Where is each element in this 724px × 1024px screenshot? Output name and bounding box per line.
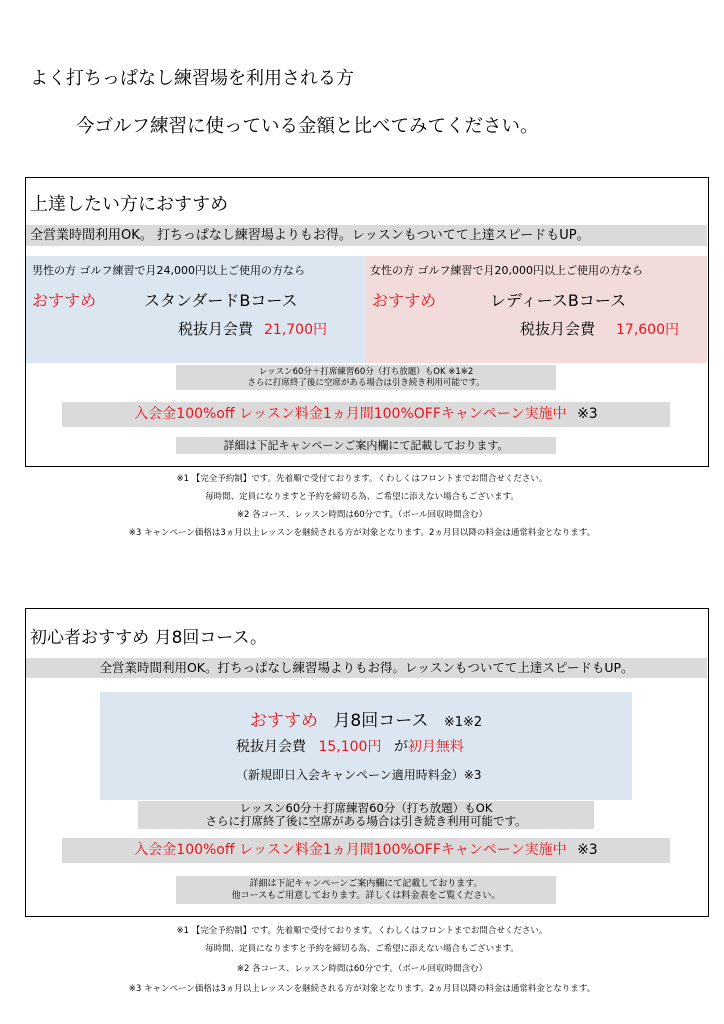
campaign-ref: ※3 [577,842,598,858]
feature-banner: 全営業時間利用OK。 打ちっぱなし練習場よりもお得。レッスンもついてて上達スピードもUP。 [26,225,707,246]
footnote-3: ※3 キャンペーン価格は3ヵ月以上レッスンを継続される方が対象となります。2ヵ月目以降の料金は通常料金となります。 [128,528,596,538]
footnote-2: ※2 各コース、レッスン時間は60分です。（ボール回収時間含む） [236,964,488,974]
male-course-panel [26,256,366,363]
campaign-ref: ※3 [577,406,598,422]
beginner-course-heading [100,706,632,731]
footnote-1b: 毎時間、定員になりますと予約を締切る為、ご希望に添えない場合もございます。 [205,944,519,954]
intro-subheading: 今ゴルフ練習に使っている金額と比べてみてください。 [76,116,539,137]
details-note: 詳細は下記キャンペーンご案内欄にて記載しております。 [176,437,556,454]
male-fee: 21,700円 [264,322,327,338]
lesson-info-line1: レッスン60分＋打席練習60分（打ち放題）もOK ※1※2 [258,367,474,377]
female-course-name: レディースBコース [490,291,627,310]
footnote-1: ※1 【完全予約制】です。先着順で受付ております。くわしくはフロントまでお問合せください。 [176,926,548,936]
lesson-info-line2: さらに打席終了後に空席がある場合は引き続き利用可能です。 [205,814,527,828]
section-title: 上達したい方におすすめ [30,194,229,215]
male-condition: 男性の方 ゴルフ練習で月24,000円以上ご使用の方なら [32,264,305,277]
standard-course-box [25,177,709,467]
feature-banner: 全営業時間利用OK。打ちっぱなし練習場よりもお得。レッスンもついてて上達スピードもUP。 [26,658,707,678]
beginner-fee-label: 税抜月会費 [236,739,306,755]
female-fee-label: 税抜月会費 [520,320,596,338]
male-recommend: おすすめ [32,291,97,310]
lesson-info [138,801,594,829]
male-course-name: スタンダードBコース [144,291,298,310]
female-condition: 女性の方 ゴルフ練習で月20,000円以上ご使用の方なら [370,264,643,277]
beginner-free-prefix: が [393,739,408,755]
female-fee: 17,600円 [616,322,679,338]
beginner-free-month: 初月無料 [407,739,464,755]
lesson-info [176,365,556,390]
female-recommend: おすすめ [372,291,437,310]
beginner-course-box [25,608,709,917]
beginner-course-ref: ※1※2 [443,715,483,730]
male-fee-label: 税抜月会費 [178,320,254,338]
female-course-panel [366,256,707,363]
campaign-text: 入会金100%off レッスン料金1ヵ月間100%OFFキャンペーン実施中 [134,842,567,858]
lesson-info-line1: レッスン60分＋打席練習60分（打ち放題）もOK [239,801,493,815]
beginner-recommend: おすすめ [249,711,319,731]
beginner-campaign-note: （新規即日入会キャンペーン適用時料金）※3 [236,768,482,782]
beginner-fee-row [236,736,464,756]
beginner-course-name: 月8回コース [333,711,429,731]
details-note [176,876,556,904]
footnote-2: ※2 各コース、レッスン時間は60分です。（ボール回収時間含む） [236,510,488,520]
beginner-fee: 15,100円 [318,739,382,755]
footnote-1: ※1 【完全予約制】です。先着順で受付ております。くわしくはフロントまでお問合せください。 [176,474,548,484]
footnote-1b: 毎時間、定員になりますと予約を締切る為、ご希望に添えない場合もございます。 [205,492,519,502]
footnote-3: ※3 キャンペーン価格は3ヵ月以上レッスンを継続される方が対象となります。2ヵ月目以降の料金は通常料金となります。 [128,984,596,994]
intro-heading: よく打ちっぱなし練習場を利用される方 [30,68,354,89]
details-line1: 詳細は下記キャンペーンご案内欄にて記載しております。 [249,879,483,889]
beginner-course-panel [100,692,632,800]
section-title: 初心者おすすめ 月8回コース。 [30,628,268,648]
campaign-text: 入会金100%off レッスン料金1ヵ月間100%OFFキャンペーン実施中 [134,406,567,422]
campaign-banner [62,402,670,427]
details-line2: 他コースもご用意しております。詳しくは料金表をご覧ください。 [231,891,501,901]
lesson-info-line2: さらに打席終了後に空席がある場合は引き続き利用可能です。 [247,378,485,388]
campaign-banner [62,838,670,863]
